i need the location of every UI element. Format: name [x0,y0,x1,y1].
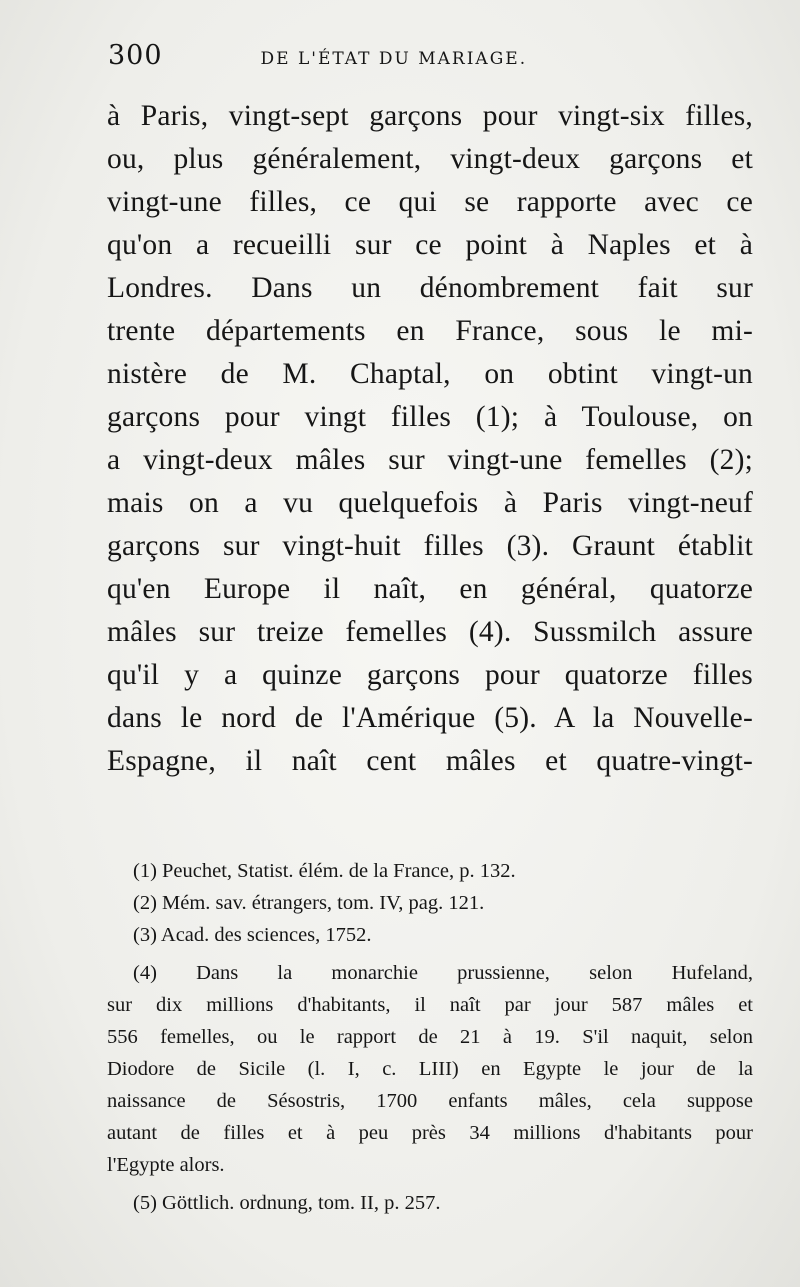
footnote-4-line: l'Egypte alors. [107,1154,225,1176]
running-title: DE L'ÉTAT DU MARIAGE. [260,49,528,69]
body-line: qu'on a recueilli sur ce point à Naples et à [107,229,753,261]
body-line: dans le nord de l'Amérique (5). A la Nouvelle- [107,702,753,734]
footnote-5: (5) Göttlich. ordnung, tom. II, p. 257. [133,1192,441,1214]
body-line: Londres. Dans un dénombrement fait sur [107,272,753,304]
body-line: qu'il y a quinze garçons pour quatorze filles [107,659,753,691]
footnote-3: (3) Acad. des sciences, 1752. [133,924,372,946]
footnote-4-line: naissance de Sésostris, 1700 enfants mâles, cela suppose [107,1090,753,1112]
body-line: Espagne, il naît cent mâles et quatre-vingt- [107,745,753,777]
footnote-4-line: autant de filles et à peu près 34 millions d'habitants pour [107,1122,753,1144]
body-line: a vingt-deux mâles sur vingt-une femelles (2); [107,444,753,476]
footnote-2: (2) Mém. sav. étrangers, tom. IV, pag. 121. [133,892,485,914]
body-line: à Paris, vingt-sept garçons pour vingt-six filles, [107,100,753,132]
body-line: nistère de M. Chaptal, on obtint vingt-un [107,358,753,390]
body-line: qu'en Europe il naît, en général, quatorze [107,573,753,605]
body-line: vingt-une filles, ce qui se rapporte avec ce [107,186,753,218]
body-line: mâles sur treize femelles (4). Sussmilch assure [107,616,753,648]
body-line: trente départements en France, sous le mi- [107,315,753,347]
footnote-1: (1) Peuchet, Statist. élém. de la France, p. 132. [133,860,516,882]
body-line: ou, plus généralement, vingt-deux garçons et [107,143,753,175]
page-number: 300 [108,40,163,71]
body-line: garçons pour vingt filles (1); à Toulouse, on [107,401,753,433]
page-header [108,40,748,84]
footnote-4-line: Diodore de Sicile (l. I, c. LIII) en Egypte le jour de la [107,1058,753,1080]
footnote-4-line: (4) Dans la monarchie prussienne, selon Hufeland, [133,962,753,984]
footnotes [107,855,753,1219]
body-line: garçons sur vingt-huit filles (3). Graunt établit [107,530,753,562]
footnote-4-line: 556 femelles, ou le rapport de 21 à 19. S'il naquit, selon [107,1026,753,1048]
body-text [107,95,753,783]
footnote-4-line: sur dix millions d'habitants, il naît par jour 587 mâles et [107,994,753,1016]
body-line: mais on a vu quelquefois à Paris vingt-neuf [107,487,753,519]
